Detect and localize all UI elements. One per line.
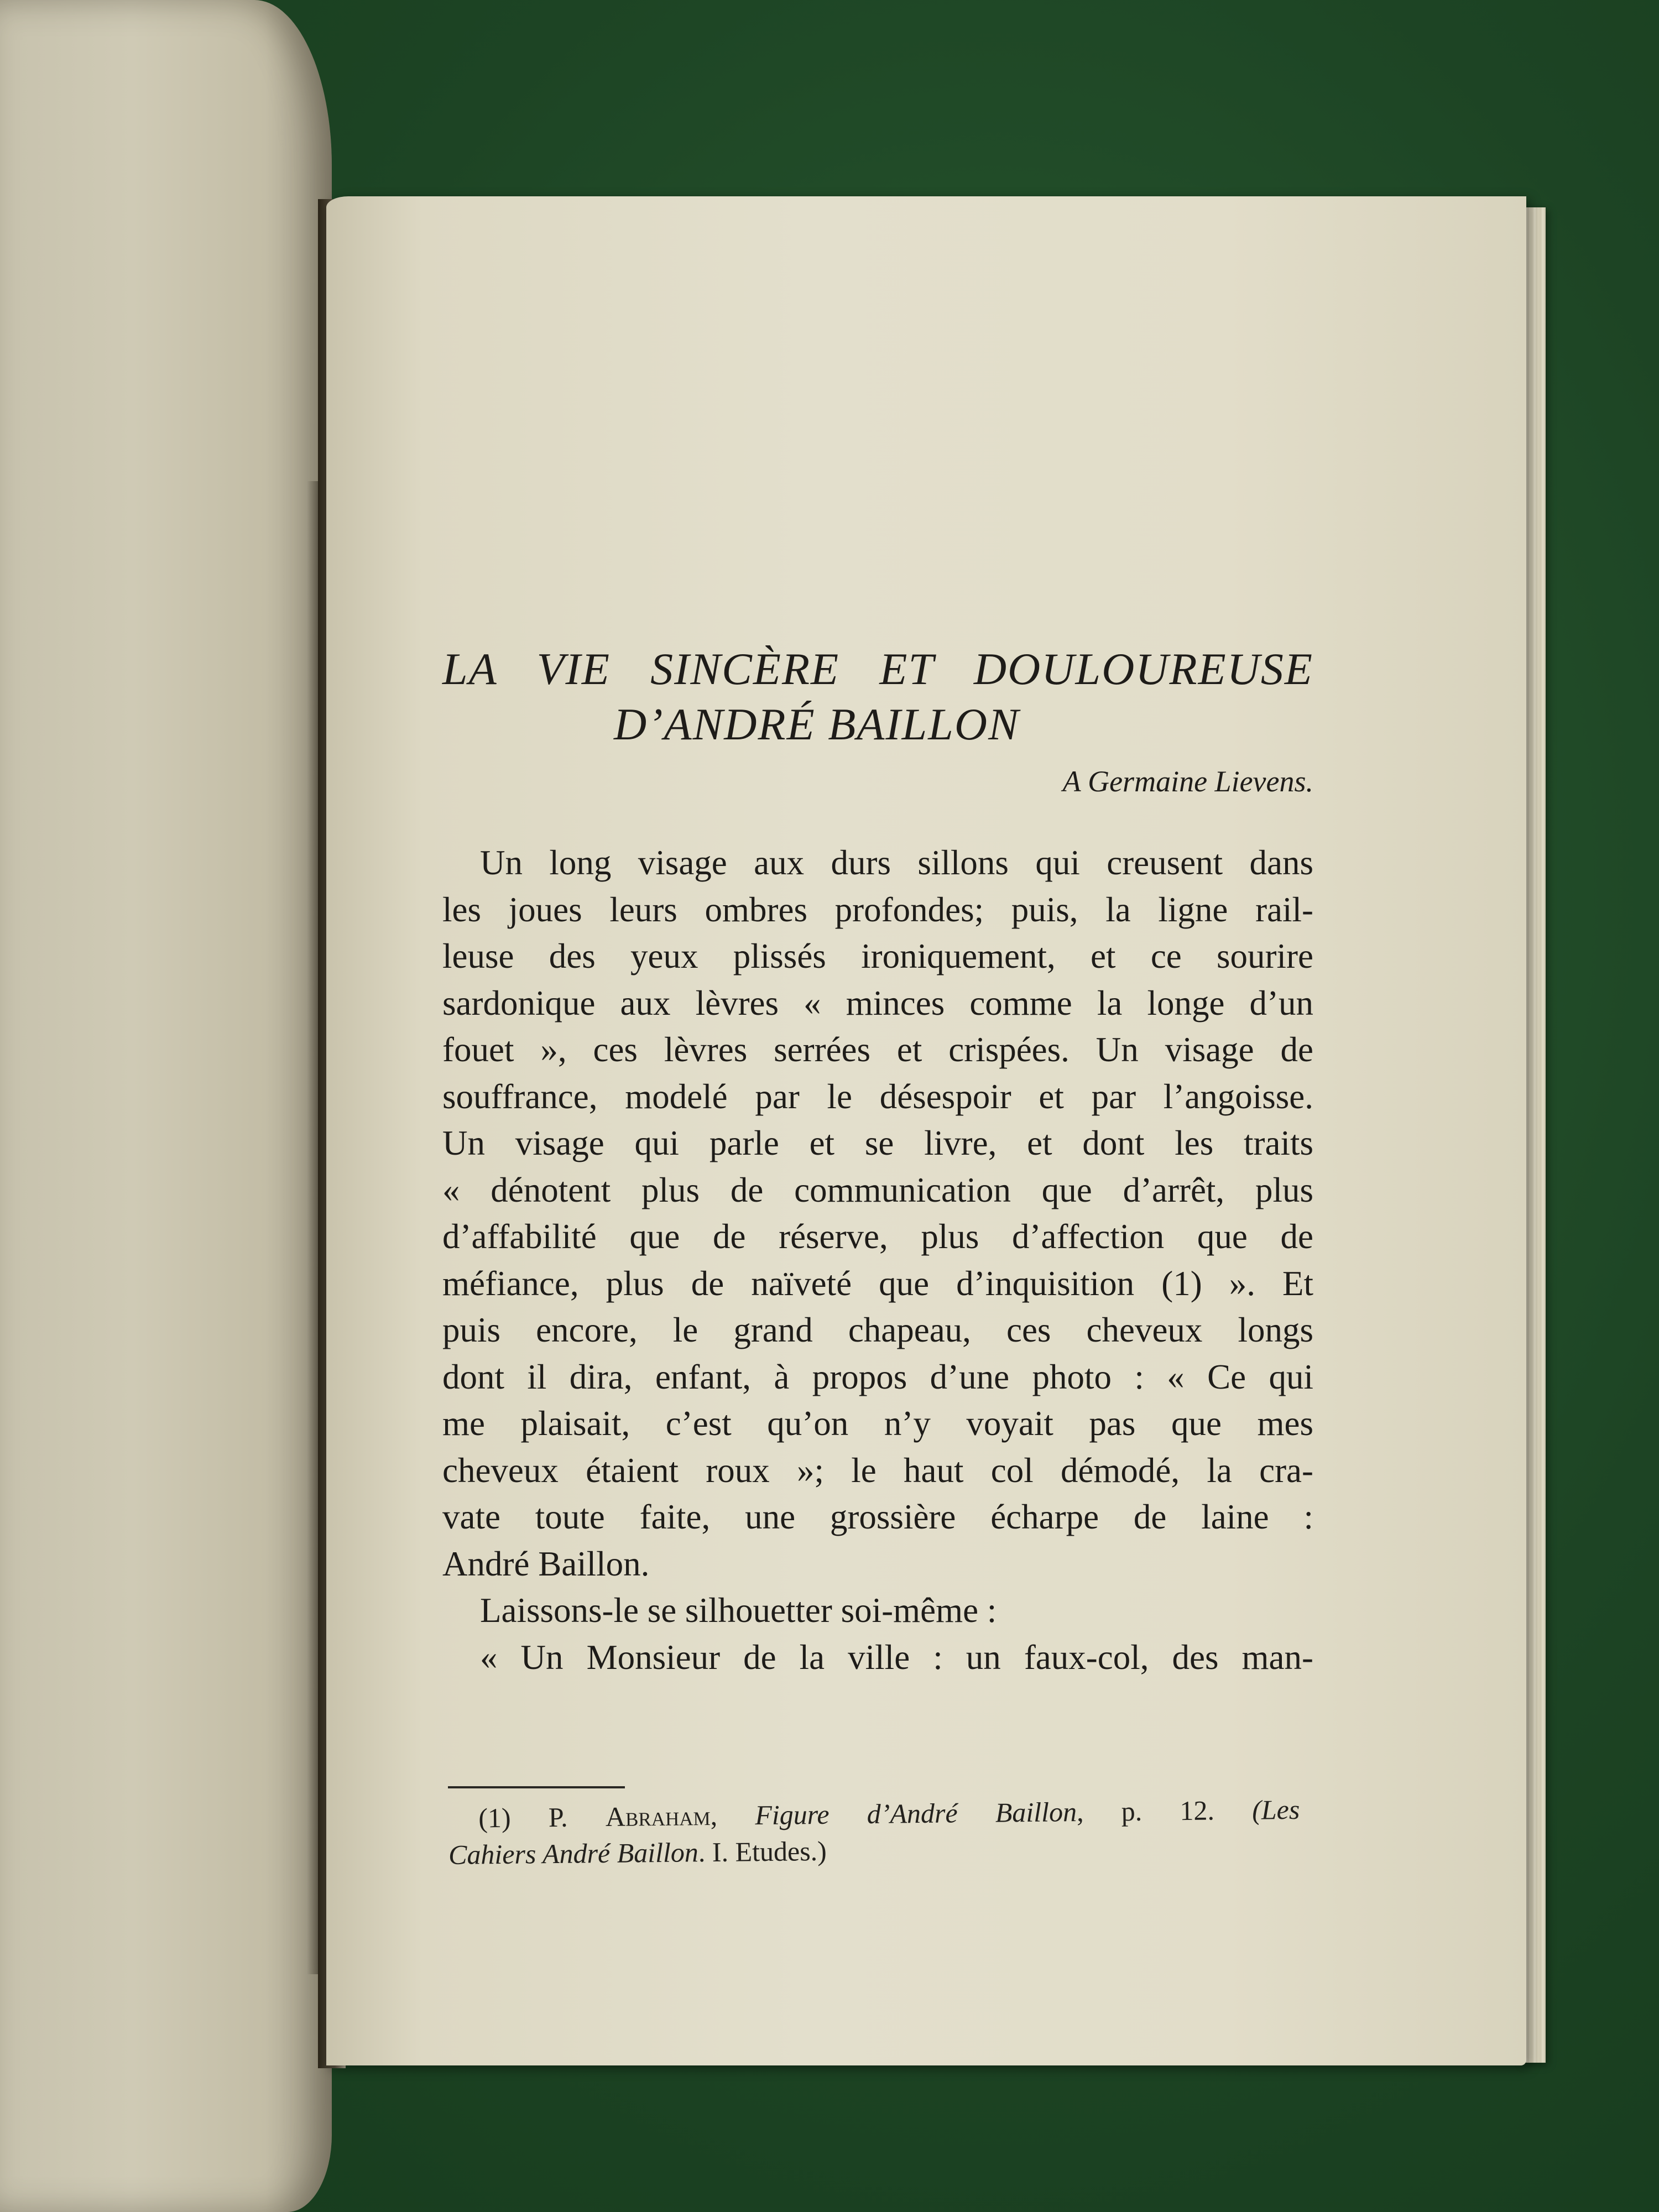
left-page (0, 0, 332, 2212)
footnote-sep: , (710, 1799, 755, 1832)
text-line: les joues leurs ombres profondes; puis, la ligne rail- (442, 890, 1313, 929)
text-line: cheveux étaient roux »; le haut col démodé, la cra- (442, 1451, 1313, 1490)
text-line: « dénotent plus de communication que d’arrêt, plus (442, 1170, 1313, 1209)
text-line: Un visage qui parle et se livre, et dont les traits (442, 1124, 1313, 1162)
text-line: souffrance, modelé par le désespoir et par l’angoisse. (442, 1077, 1313, 1116)
text-line: dont il dira, enfant, à propos d’une photo : « Ce qui (442, 1357, 1313, 1396)
text-line: vate toute faite, une grossière écharpe de laine : (442, 1498, 1313, 1536)
text-line: méfiance, plus de naïveté que d’inquisition (1) ». Et (442, 1264, 1313, 1303)
text-line: me plaisait, c’est qu’on n’y voyait pas que mes (442, 1404, 1313, 1443)
text-line: sardonique aux lèvres « minces comme la longe d’un (442, 983, 1313, 1022)
footnote-marker: (1) P. (478, 1801, 606, 1834)
footnote-work: Figure d’André Baillon (755, 1796, 1077, 1831)
text-line: puis encore, le grand chapeau, ces cheveux longs (442, 1311, 1313, 1349)
chapter-title (442, 641, 1313, 752)
footnote-series-a: (Les (1251, 1793, 1300, 1825)
text-line: André Baillon. (442, 1544, 650, 1583)
text-line: fouet », ces lèvres serrées et crispées. Un visage de (442, 1030, 1313, 1069)
footnote-author: Abraham (605, 1800, 711, 1833)
chapter-title-line2: D’ANDRÉ BAILLON (614, 699, 1020, 749)
text-line: Un long visage aux durs sillons qui creusent dans (480, 843, 1313, 882)
footnote-tail: . I. Etudes.) (698, 1835, 827, 1868)
body-text (442, 839, 1313, 1681)
chapter-title-line1: LA VIE SINCÈRE ET DOULOUREUSE (442, 644, 1313, 694)
dedication: A Germaine Lievens. (1062, 765, 1313, 798)
text-line: leuse des yeux plissés ironiquement, et ce sourire (442, 937, 1313, 975)
footnote-rule (448, 1786, 625, 1788)
text-line: « Un Monsieur de la ville : un faux-col, des man- (480, 1637, 1313, 1677)
text-line: Laissons-le se silhouetter soi-même : (480, 1591, 997, 1630)
page-text (442, 641, 1313, 1681)
text-line: d’affabilité que de réserve, plus d’affection que de (442, 1217, 1313, 1256)
footnote (448, 1791, 1300, 1873)
footnote-series-b: Cahiers André Baillon (448, 1837, 699, 1870)
footnote-page: , p. 12. (1076, 1794, 1253, 1828)
